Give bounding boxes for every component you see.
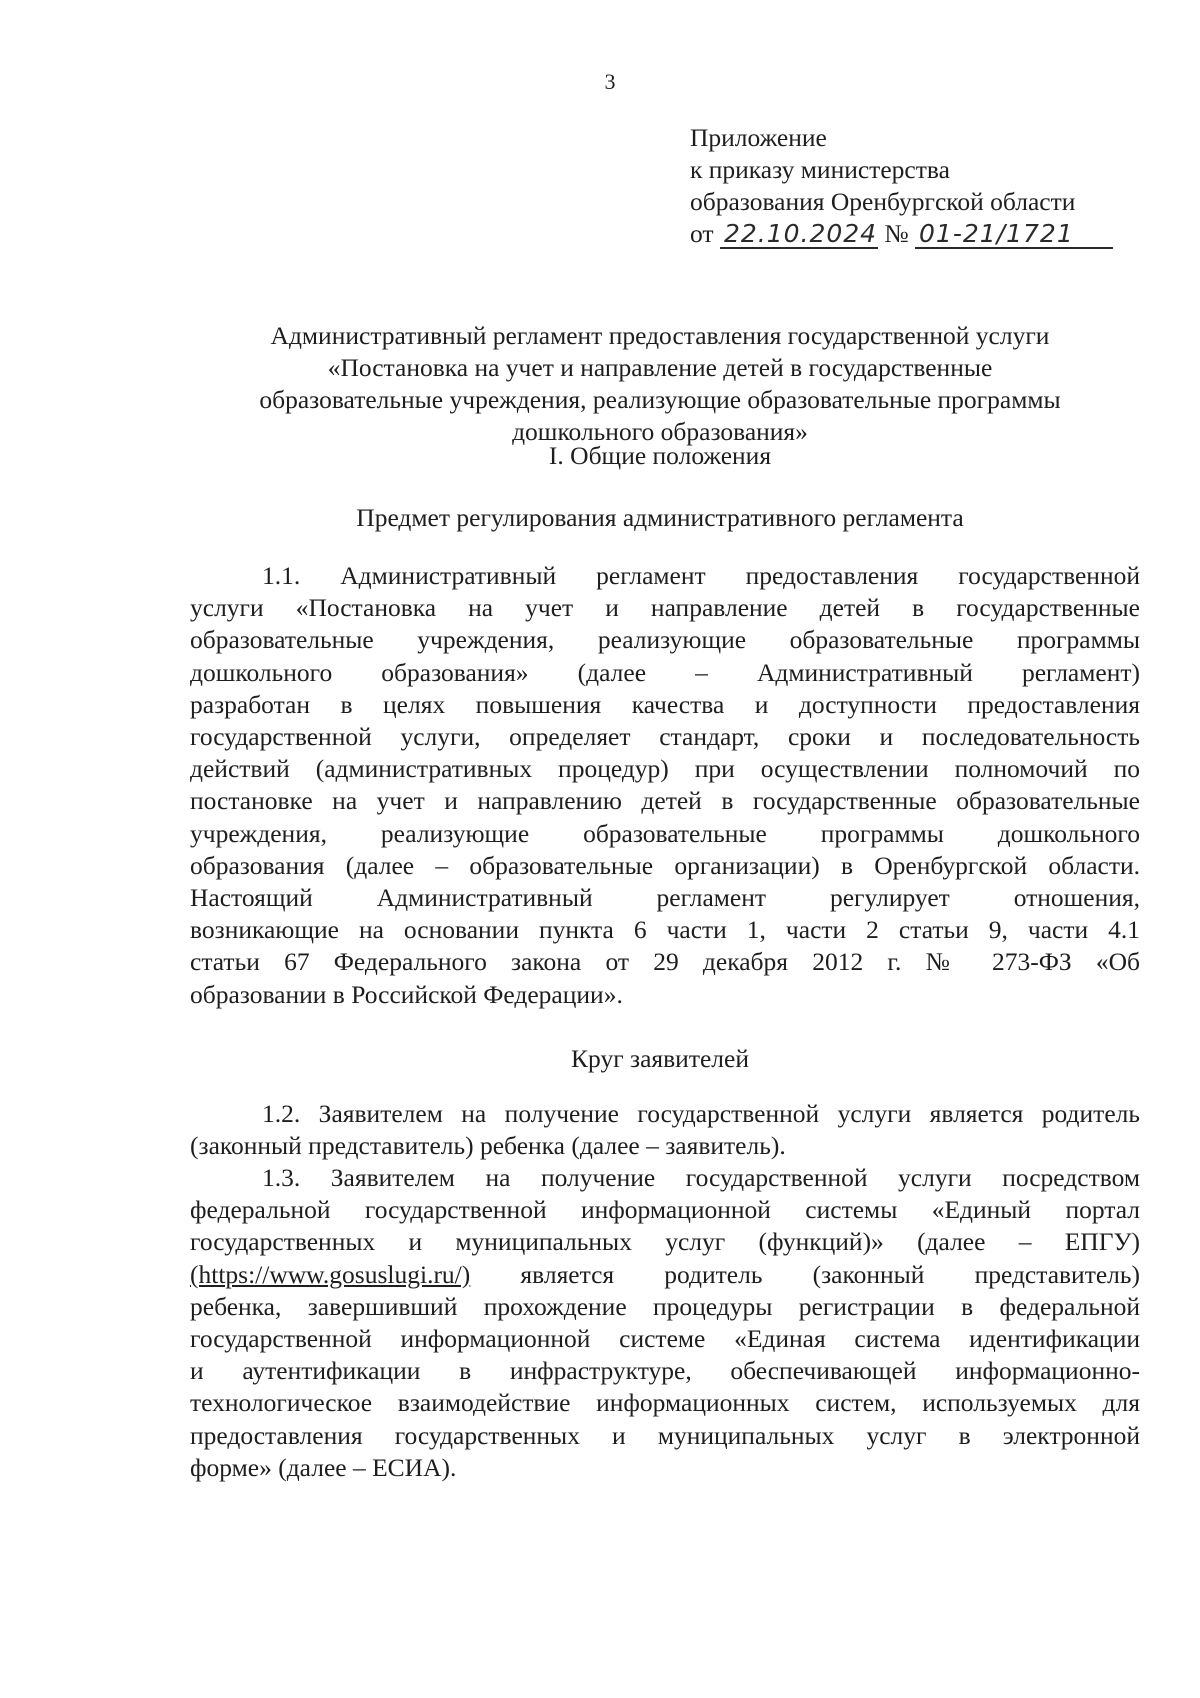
annex-date-line [690,218,1160,250]
section-heading: I. Общие положения [548,441,772,470]
title-line-2: «Постановка на учет и направление детей в государственные [327,353,993,382]
subheading-applicants: Круг заявителей [571,1044,749,1073]
paragraph-line: предоставления государственных и муниципальных услуг в электронной [190,1420,1140,1450]
paragraph-line: 1.3. Заявителем на получение государственной услуги посредством [262,1163,1140,1192]
paragraph-line: федеральной государственной информационной системы «Единый портал [190,1195,1140,1225]
paragraph-line: государственных и муниципальных услуг (функций)» (далее – ЕПГУ) [190,1227,1140,1257]
paragraph-line: учреждения, реализующие образовательные программы дошкольного [190,818,1140,848]
paragraph-line: 1.1. Административный регламент предоставления государственной [262,561,1140,590]
from-label: от [690,219,714,248]
handwritten-date: 22.10.2024 [720,221,878,249]
paragraph-line: государственной услуги, определяет стандарт, сроки и последовательность [190,722,1140,752]
paragraph-line: Настоящий Административный регламент регулирует отношения, [190,883,1140,913]
number-label: № [884,219,909,248]
paragraph-1-1 [190,560,1140,1011]
handwritten-number: 01-21/1721 [915,221,1113,249]
paragraph-line: постановке на учет и направлению детей в государственные образовательные [190,786,1140,816]
document-title [190,320,1130,448]
paragraph-line: форме» (далее – ЕСИА). [190,1452,457,1482]
paragraph-line: разработан в целях повышения качества и доступности предоставления [190,689,1140,719]
annex-line-1: Приложение [690,123,827,152]
paragraph-line: (законный представитель) ребенка (далее – заявитель). [190,1131,786,1161]
paragraph-line: образовательные учреждения, реализующие образовательные программы [190,625,1140,655]
title-line-3: образовательные учреждения, реализующие образовательные программы [259,385,1061,414]
annex-line-2: к приказу министерства [690,155,950,184]
paragraph-line: ребенка, завершивший прохождение процедуры регистрации в федеральной [190,1291,1140,1321]
title-line-4: дошкольного образования» [512,417,808,446]
annex-block [690,122,1160,250]
paragraph-line: образовании в Российской Федерации». [190,979,623,1009]
title-line-1: Административный регламент предоставления государственной услуги [270,321,1050,350]
paragraph-line: действий (административных процедур) при осуществлении полномочий по [190,754,1140,784]
paragraph-line: дошкольного образования» (далее – Административный регламент) [190,657,1140,687]
subheading-subject: Предмет регулирования административного регламента [356,503,964,532]
paragraph-line: и аутентификации в инфраструктуре, обеспечивающей информационно- [190,1356,1140,1386]
annex-line-3: образования Оренбургской области [690,187,1076,216]
paragraph-line: статьи 67 Федерального закона от 29 декабря 2012 г. № 273-ФЗ «Об [190,947,1140,977]
paragraph-line [190,1259,1140,1291]
paragraph-line: возникающие на основании пункта 6 части 1, части 2 статьи 9, части 4.1 [190,915,1140,945]
paragraph-line: государственной информационной системе «Единая система идентификации [190,1324,1140,1354]
paragraph-1-3 [190,1162,1140,1484]
paragraph-line-rest: является родитель (законный представитель) [520,1259,1141,1289]
paragraph-1-2 [190,1098,1140,1162]
paragraph-line: образования (далее – образовательные организации) в Оренбургской области. [190,850,1140,880]
page-number: 3 [604,69,616,94]
paragraph-line: услуги «Постановка на учет и направление детей в государственные [190,593,1140,623]
paragraph-line: технологическое взаимодействие информационных систем, используемых для [190,1388,1140,1418]
gosuslugi-link[interactable]: (https://www.gosuslugi.ru/) [190,1259,471,1289]
paragraph-line: 1.2. Заявителем на получение государственной услуги является родитель [262,1099,1140,1128]
